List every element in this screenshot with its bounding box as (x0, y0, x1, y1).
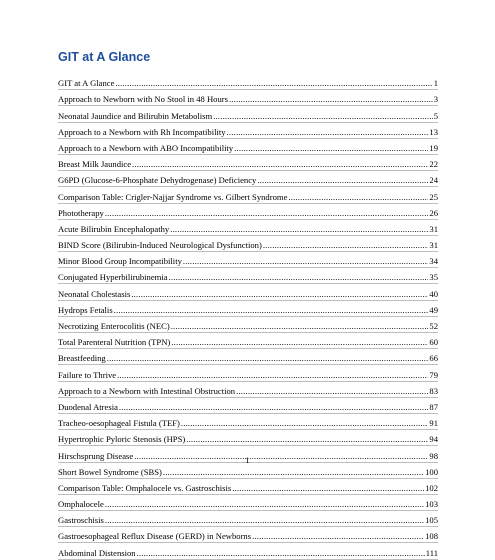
toc-dot-leader (115, 78, 432, 89)
toc-entry-page: 25 (429, 191, 438, 202)
toc-entry-title: Comparison Table: Crigler-Najjar Syndrome vs. Gilbert Syndrome (58, 191, 288, 202)
toc-dot-leader (236, 386, 428, 397)
toc-dot-leader (186, 434, 428, 445)
toc-entry-page: 91 (429, 418, 438, 429)
toc-entry-title: Hydrops Fetalis (58, 304, 113, 315)
toc-entry[interactable] (58, 155, 438, 171)
toc-entry-title: Hypertrophic Pyloric Stenosis (HPS) (58, 434, 186, 445)
toc-entry-title: Approach to a Newborn with ABO Incompatibility (58, 142, 234, 153)
toc-entry-page: 31 (429, 223, 438, 234)
toc-entry-page: 103 (425, 499, 438, 510)
toc-entry[interactable] (58, 382, 438, 398)
toc-entry-title: GIT at A Glance (58, 78, 115, 89)
toc-entry[interactable] (58, 430, 438, 446)
toc-entry-title: Neonatal Jaundice and Bilirubin Metabolism (58, 110, 213, 121)
toc-entry-page: 98 (429, 450, 438, 461)
toc-entry-title: Breast Milk Jaundice (58, 159, 132, 170)
toc-entry-page: 66 (429, 353, 438, 364)
toc-entry-title: Omphalocele (58, 499, 104, 510)
table-of-contents (58, 74, 438, 560)
toc-entry[interactable] (58, 90, 438, 106)
toc-dot-leader (213, 111, 433, 122)
toc-entry-page: 100 (425, 466, 438, 477)
toc-entry-title: Approach to Newborn with No Stool in 48 Hours (58, 94, 228, 105)
toc-entry-title: Breastfeeding (58, 353, 106, 364)
toc-dot-leader (234, 143, 428, 154)
page-number: 1 (245, 455, 250, 465)
toc-entry-title: Conjugated Hyperbilirubinemia (58, 272, 168, 283)
toc-entry-title: Gastroschisis (58, 515, 104, 526)
toc-dot-leader (169, 272, 429, 283)
toc-entry-page: 52 (429, 321, 438, 331)
toc-entry-page: 60 (429, 337, 438, 348)
toc-entry-title: Abdominal Distension (58, 547, 136, 558)
toc-entry[interactable] (58, 220, 438, 236)
toc-entry[interactable] (58, 414, 438, 430)
toc-entry-title: Hirschsprung Disease (58, 450, 134, 461)
toc-entry-title: Gastroesophageal Reflux Disease (GERD) in Newborns (58, 531, 252, 542)
toc-entry-page: 24 (429, 175, 438, 186)
toc-entry-page: 87 (429, 401, 438, 412)
toc-entry[interactable] (58, 74, 438, 90)
toc-entry[interactable] (58, 333, 438, 349)
toc-entry-title: Total Parenteral Nutrition (TPN) (58, 337, 171, 348)
toc-entry-title: BIND Score (Bilirubin-Induced Neurological Dysfunction) (58, 240, 262, 251)
toc-entry-title: Tracheo-oesophageal Fistula (TEF) (58, 418, 180, 429)
toc-entry[interactable] (58, 527, 438, 543)
toc-entry[interactable] (58, 187, 438, 203)
toc-dot-leader (105, 515, 424, 526)
toc-dot-leader (257, 175, 428, 186)
toc-dot-leader (105, 499, 424, 510)
toc-heading: GIT at A Glance (58, 50, 151, 64)
toc-entry[interactable] (58, 495, 438, 511)
toc-entry-title: Phototherapy (58, 207, 104, 218)
toc-entry[interactable] (58, 398, 438, 414)
toc-entry[interactable] (58, 171, 438, 187)
toc-entry-page: 40 (429, 288, 438, 299)
toc-dot-leader (263, 240, 429, 251)
toc-entry-title: G6PD (Glucose-6-Phosphate Dehydrogenase) Deficiency (58, 175, 257, 186)
toc-entry-title: Short Bowel Syndrome (SBS) (58, 466, 162, 477)
toc-dot-leader (181, 418, 429, 429)
toc-entry[interactable] (58, 268, 438, 284)
toc-dot-leader (229, 94, 433, 105)
toc-entry-page: 34 (429, 256, 438, 267)
toc-entry-title: Acute Bilirubin Encephalopathy (58, 223, 170, 234)
toc-entry[interactable] (58, 301, 438, 317)
toc-entry-page: 31 (429, 240, 438, 251)
toc-entry-page: 79 (429, 369, 438, 380)
toc-entry-page: 105 (425, 515, 438, 526)
toc-entry-page: 111 (425, 547, 438, 558)
toc-entry-title: Duodenal Atresia (58, 401, 118, 412)
toc-entry[interactable] (58, 543, 438, 559)
toc-entry-page: 1 (433, 78, 438, 89)
toc-dot-leader (114, 305, 429, 316)
toc-dot-leader (252, 531, 424, 542)
toc-entry-page: 49 (429, 304, 438, 315)
toc-entry-title: Minor Blood Group Incompatibility (58, 256, 182, 267)
toc-entry-title: Approach to a Newborn with Rh Incompatibility (58, 126, 226, 137)
toc-entry-page: 13 (429, 126, 438, 137)
toc-dot-leader (183, 256, 429, 267)
toc-entry-title: Neonatal Cholestasis (58, 288, 131, 299)
toc-entry-page: 26 (429, 207, 438, 218)
toc-entry-page: 94 (429, 434, 438, 445)
toc-entry-page: 19 (429, 142, 438, 153)
toc-dot-leader (170, 224, 428, 235)
toc-entry[interactable] (58, 317, 438, 333)
toc-entry[interactable] (58, 123, 438, 139)
toc-dot-leader (163, 467, 424, 478)
toc-dot-leader (232, 483, 424, 494)
toc-entry-page: 83 (429, 385, 438, 396)
toc-dot-leader (119, 402, 429, 413)
toc-entry[interactable] (58, 139, 438, 155)
toc-dot-leader (227, 127, 429, 138)
toc-entry-page: 5 (433, 110, 438, 121)
toc-dot-leader (107, 353, 429, 364)
toc-entry[interactable] (58, 106, 438, 122)
toc-entry-title: Failure to Thrive (58, 369, 117, 380)
toc-dot-leader (132, 159, 428, 170)
toc-dot-leader (171, 337, 428, 348)
toc-entry[interactable] (58, 365, 438, 381)
toc-dot-leader (171, 321, 429, 332)
toc-entry[interactable] (58, 511, 438, 527)
toc-entry[interactable] (58, 284, 438, 300)
toc-entry-page: 22 (429, 159, 438, 170)
toc-dot-leader (105, 208, 429, 219)
toc-entry[interactable] (58, 349, 438, 365)
toc-entry-title: Comparison Table: Omphalocele vs. Gastroschisis (58, 482, 232, 493)
toc-entry[interactable] (58, 236, 438, 252)
toc-entry[interactable] (58, 479, 438, 495)
toc-dot-leader (288, 192, 428, 203)
toc-entry[interactable] (58, 252, 438, 268)
toc-dot-leader (137, 548, 425, 559)
toc-dot-leader (117, 370, 428, 381)
toc-entry-title: Necrotizing Enterocolitis (NEC) (58, 321, 170, 331)
toc-entry[interactable] (58, 204, 438, 220)
toc-entry-page: 35 (429, 272, 438, 283)
toc-entry-page: 102 (425, 482, 438, 493)
toc-entry-title: Approach to a Newborn with Intestinal Obstruction (58, 385, 236, 396)
toc-entry-page: 3 (433, 94, 438, 105)
toc-dot-leader (131, 289, 428, 300)
toc-entry-page: 108 (425, 531, 438, 542)
